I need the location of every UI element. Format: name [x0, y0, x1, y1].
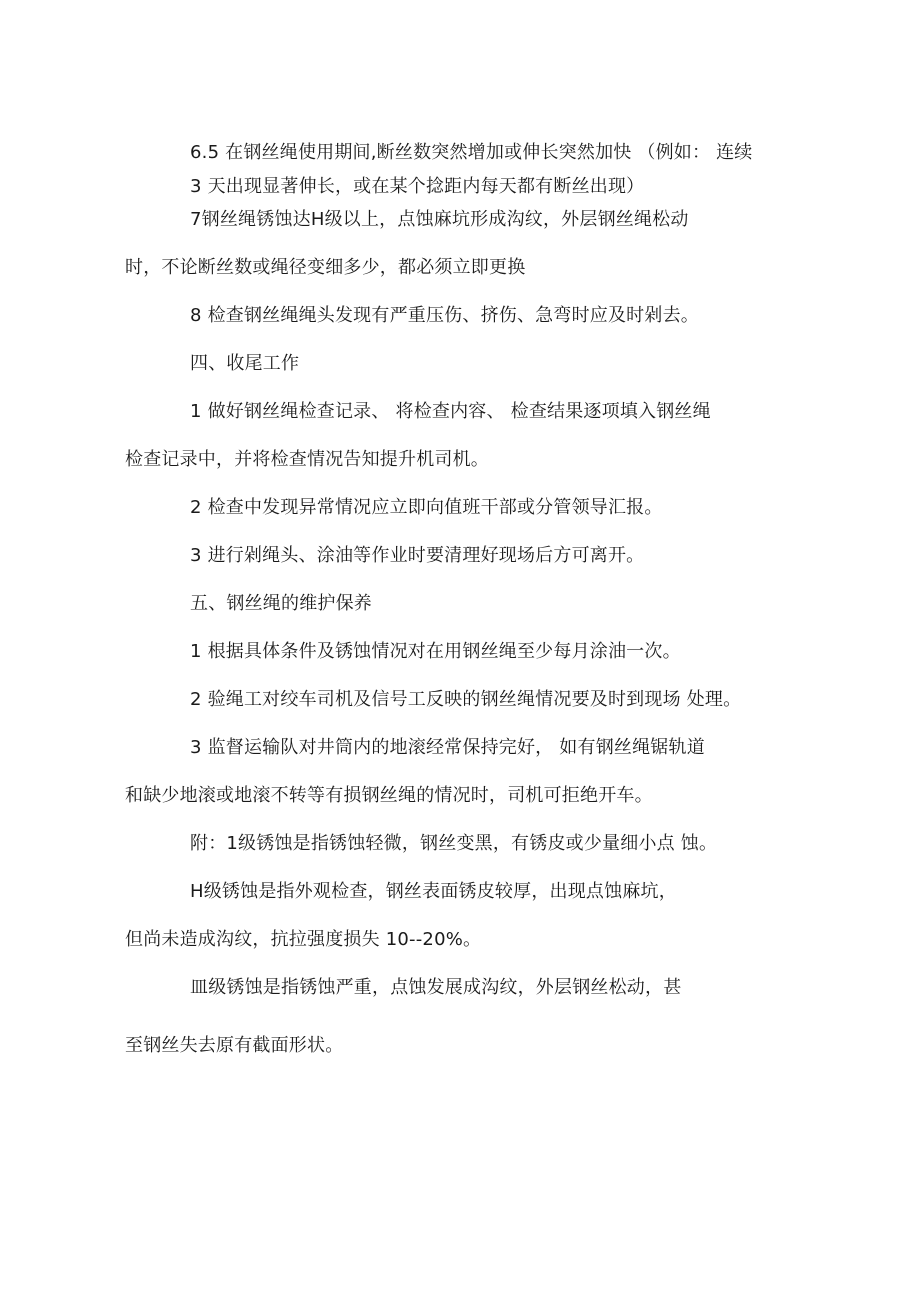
paragraph-line: 3 监督运输队对井筒内的地滚经常保持完好， 如有钢丝绳锯轨道	[190, 737, 705, 758]
paragraph-line: 6.5 在钢丝绳使用期间,断丝数突然增加或伸长突然加快 （例如： 连续	[190, 142, 753, 163]
paragraph-line: 和缺少地滚或地滚不转等有损钢丝绳的情况时，司机可拒绝开车。	[125, 785, 653, 806]
paragraph-line: 1 做好钢丝绳检查记录、 将检查内容、 检查结果逐项填入钢丝绳	[190, 401, 711, 422]
paragraph-line: 1 根据具体条件及锈蚀情况对在用钢丝绳至少每月涂油一次。	[190, 641, 681, 662]
appendix-line: 至钢丝失去原有截面形状。	[125, 1035, 344, 1056]
paragraph-line: 时，不论断丝数或绳径变细多少，都必须立即更换	[125, 257, 526, 278]
section-heading: 四、收尾工作	[190, 353, 300, 374]
paragraph-line: 检查记录中，并将检查情况告知提升机司机。	[125, 449, 489, 470]
paragraph-line: 2 验绳工对绞车司机及信号工反映的钢丝绳情况要及时到现场 处理。	[190, 689, 742, 710]
paragraph-line: 2 检查中发现异常情况应立即向值班干部或分管领导汇报。	[190, 497, 663, 518]
appendix-line: H级锈蚀是指外观检查，钢丝表面锈皮较厚，出现点蚀麻坑，	[190, 881, 677, 902]
paragraph-line: 8 检查钢丝绳绳头发现有严重压伤、挤伤、急弯时应及时剁去。	[190, 305, 699, 326]
paragraph-line: 7钢丝绳锈蚀达H级以上，点蚀麻坑形成沟纹，外层钢丝绳松动	[190, 209, 689, 230]
paragraph-line: 3 天出现显著伸长，或在某个捻距内每天都有断丝出现）	[190, 176, 645, 197]
appendix-line: 附：1级锈蚀是指锈蚀轻微，钢丝变黑，有锈皮或少量细小点 蚀。	[190, 833, 718, 854]
appendix-line: 但尚未造成沟纹，抗拉强度损失 10--20%。	[125, 929, 482, 950]
appendix-line: 皿级锈蚀是指锈蚀严重，点蚀发展成沟纹，外层钢丝松动，甚	[190, 977, 682, 998]
section-heading: 五、钢丝绳的维护保养	[190, 593, 372, 614]
paragraph-line: 3 进行剁绳头、涂油等作业时要清理好现场后方可离开。	[190, 545, 645, 566]
